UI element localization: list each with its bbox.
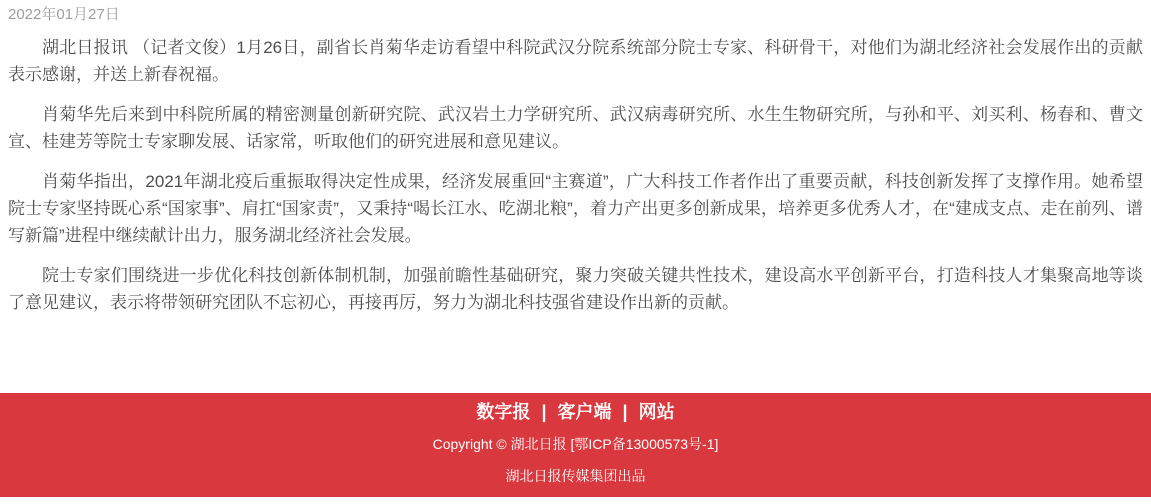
footer-copyright: Copyright © 湖北日报 [鄂ICP备13000573号-1] (432, 436, 719, 452)
footer-link-website[interactable]: 网站 (638, 402, 675, 422)
footer-link-digital-paper[interactable]: 数字报 (476, 402, 531, 422)
publish-date: 2022年01月27日 (8, 6, 120, 23)
article-paragraph: 院士专家们围绕进一步优化科技创新体制机制，加强前瞻性基础研究，聚力突破关键共性技术，建设高水平创新平台，打造科技人才集聚高地等谈了意见建议，表示将带领研究团队不忘初心，再接再厉，努力为湖北科技强省建设作出新的贡献。 (8, 266, 1143, 312)
footer-link-client-app[interactable]: 客户端 (557, 402, 612, 422)
article-paragraph: 湖北日报讯 （记者文俊）1月26日，副省长肖菊华走访看望中科院武汉分院系统部分院士专家、科研骨干，对他们为湖北经济社会发展作出的贡献表示感谢，并送上新春祝福。 (8, 38, 1143, 84)
article-body (0, 24, 1151, 316)
footer-separator: | (622, 402, 628, 422)
article-paragraph: 肖菊华先后来到中科院所属的精密测量创新研究院、武汉岩土力学研究所、武汉病毒研究所、水生生物研究所，与孙和平、刘买利、杨春和、曹文宣、桂建芳等院士专家聊发展、话家常，听取他们的研究进展和意见建议。 (8, 105, 1143, 151)
footer-nav (0, 393, 1151, 422)
page-footer (0, 393, 1151, 497)
footer-producer: 湖北日报传媒集团出品 (505, 468, 646, 484)
article-paragraph: 肖菊华指出，2021年湖北疫后重振取得决定性成果，经济发展重回“主赛道”，广大科技工作者作出了重要贡献，科技创新发挥了支撑作用。她希望院士专家坚持既心系“国家事”、肩扛“国家责”，又秉持“喝长江水、吃湖北粮”，着力产出更多创新成果，培养更多优秀人才，在“建成支点、走在前列、谱写新篇”进程中继续献计出力，服务湖北经济社会发展。 (8, 172, 1143, 245)
footer-separator: | (541, 402, 547, 422)
